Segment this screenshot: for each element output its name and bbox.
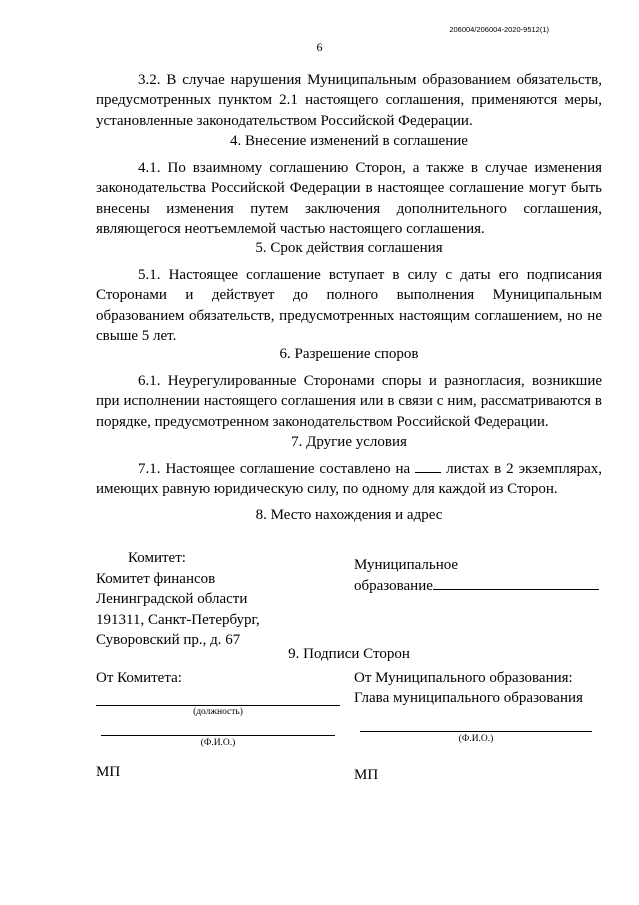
clause-3-2: 3.2. В случае нарушения Муниципальным образованием обязательств, предусмотренных пунктом 2.1 настоящего соглашения, применяются меры, установленные законодательством Российской Федерации.	[96, 72, 602, 129]
committee-label: Комитет:	[128, 550, 186, 566]
position-caption: (должность)	[193, 707, 243, 717]
municipality-sign-title-2: Глава муниципального образования	[354, 690, 583, 706]
municipality-address	[354, 555, 599, 596]
committee-sign-title: От Комитета:	[96, 670, 182, 686]
municipality-name-caption: (Ф.И.О.)	[458, 734, 494, 744]
committee-city: 191311, Санкт-Петербург,	[96, 611, 260, 628]
municipality-name-line	[360, 731, 592, 732]
clause-4-1: 4.1. По взаимному соглашению Сторон, а также в случае изменения законодательства Российской Федерации в настоящее соглашение могут быть внесены изменения путем заключения дополнительного соглашения, являющегося неотъемлемой частью настоящего соглашения.	[96, 160, 602, 237]
sheet-count-blank	[415, 472, 441, 473]
municipality-stamp-place: МП	[354, 767, 379, 783]
section-7-heading: 7. Другие условия	[291, 434, 407, 450]
clause-7-1	[96, 459, 602, 500]
municipality-label-2: образование	[354, 576, 599, 597]
page-number: 6	[316, 40, 323, 54]
section-4-heading: 4. Внесение изменений в соглашение	[230, 133, 468, 149]
committee-street: Суворовский пр., д. 67	[96, 632, 241, 648]
committee-position-line	[96, 705, 340, 706]
committee-stamp-place: МП	[96, 764, 121, 780]
committee-name-caption: (Ф.И.О.)	[200, 738, 236, 748]
clause-7-1-end: листах в 2 экземплярах, имеющих равную юридическую силу, по одному для каждой из Сторон.	[96, 461, 603, 498]
section-9-heading: 9. Подписи Сторон	[288, 646, 410, 662]
section-5-heading: 5. Срок действия соглашения	[255, 240, 443, 256]
clause-5-1: 5.1. Настоящее соглашение вступает в силу с даты его подписания Сторонами и действует до полного выполнения Муниципальным образованием обязательств, предусмотренных настоящим соглашением, но не свыше 5 лет.	[96, 267, 602, 344]
section-8-heading: 8. Место нахождения и адрес	[255, 507, 443, 523]
committee-name: Комитет финансов	[96, 570, 216, 587]
committee-address	[96, 548, 260, 651]
document-id: 206004/206004-2020-9512(1)	[449, 25, 549, 34]
committee-region: Ленинградской области	[96, 591, 248, 607]
section-6-heading: 6. Разрешение споров	[279, 346, 419, 362]
clause-6-1: 6.1. Неурегулированные Сторонами споры и разногласия, возникшие при исполнении настоящего соглашения или в связи с ним, рассматриваются в порядке, предусмотренном законодательством Российской Федерации.	[96, 373, 602, 430]
committee-name-line	[101, 735, 335, 736]
municipality-sign-title-1: От Муниципального образования:	[354, 670, 573, 686]
municipality-label-1: Муниципальное	[354, 557, 459, 573]
clause-7-1-start: 7.1. Настоящее соглашение составлено на	[138, 461, 411, 477]
